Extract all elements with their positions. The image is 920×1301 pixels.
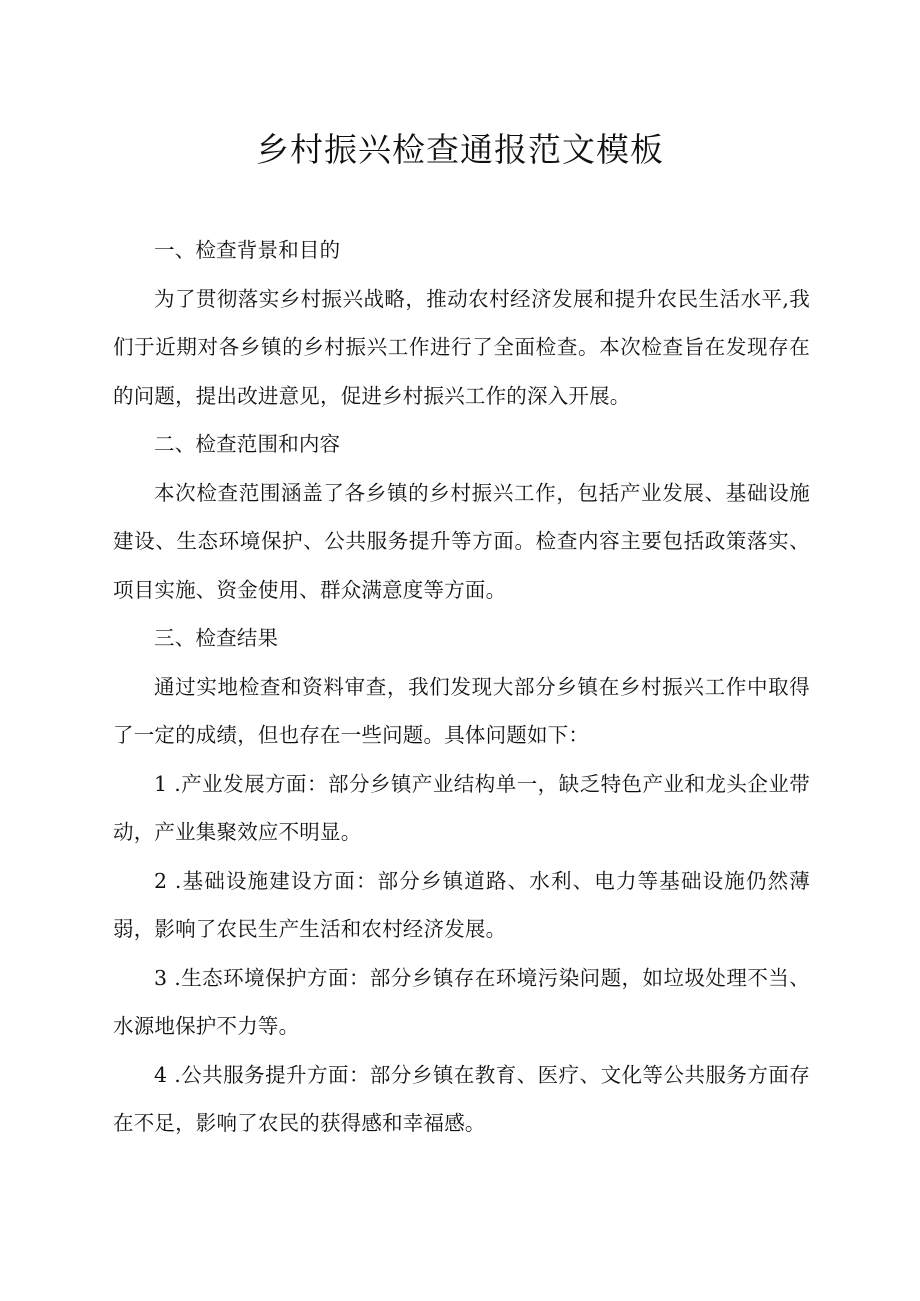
document-title: 乡村振兴检查通报范文模板 <box>256 130 664 169</box>
document-body <box>113 226 810 1148</box>
list-item-public-service: 4 .公共服务提升方面：部分乡镇在教育、医疗、文化等公共服务方面存在不足，影响了农民的获得感和幸福感。 <box>113 1062 810 1135</box>
section-heading-results: 三、检查结果 <box>154 626 279 650</box>
list-item-industry: 1 .产业发展方面：部分乡镇产业结构单一，缺乏特色产业和龙头企业带动，产业集聚效应不明显。 <box>113 771 810 844</box>
list-item-environment: 3 .生态环境保护方面：部分乡镇存在环境污染问题，如垃圾处理不当、水源地保护不力等。 <box>113 965 810 1038</box>
section-heading-background: 一、检查背景和目的 <box>154 238 341 262</box>
paragraph-scope: 本次检查范围涵盖了各乡镇的乡村振兴工作，包括产业发展、基础设施建设、生态环境保护、公共服务提升等方面。检查内容主要包括政策落实、项目实施、资金使用、群众满意度等方面。 <box>113 480 810 602</box>
paragraph-results-intro: 通过实地检查和资料审查，我们发现大部分乡镇在乡村振兴工作中取得了一定的成绩，但也存在一些问题。具体问题如下： <box>113 674 810 747</box>
list-item-infrastructure: 2 .基础设施建设方面：部分乡镇道路、水利、电力等基础设施仍然薄弱，影响了农民生产生活和农村经济发展。 <box>113 868 810 941</box>
paragraph-background: 为了贯彻落实乡村振兴战略，推动农村经济发展和提升农民生活水平,我们于近期对各乡镇的乡村振兴工作进行了全面检查。本次检查旨在发现存在的问题，提出改进意见，促进乡村振兴工作的深入开展。 <box>113 286 810 408</box>
section-heading-scope: 二、检查范围和内容 <box>154 432 341 456</box>
